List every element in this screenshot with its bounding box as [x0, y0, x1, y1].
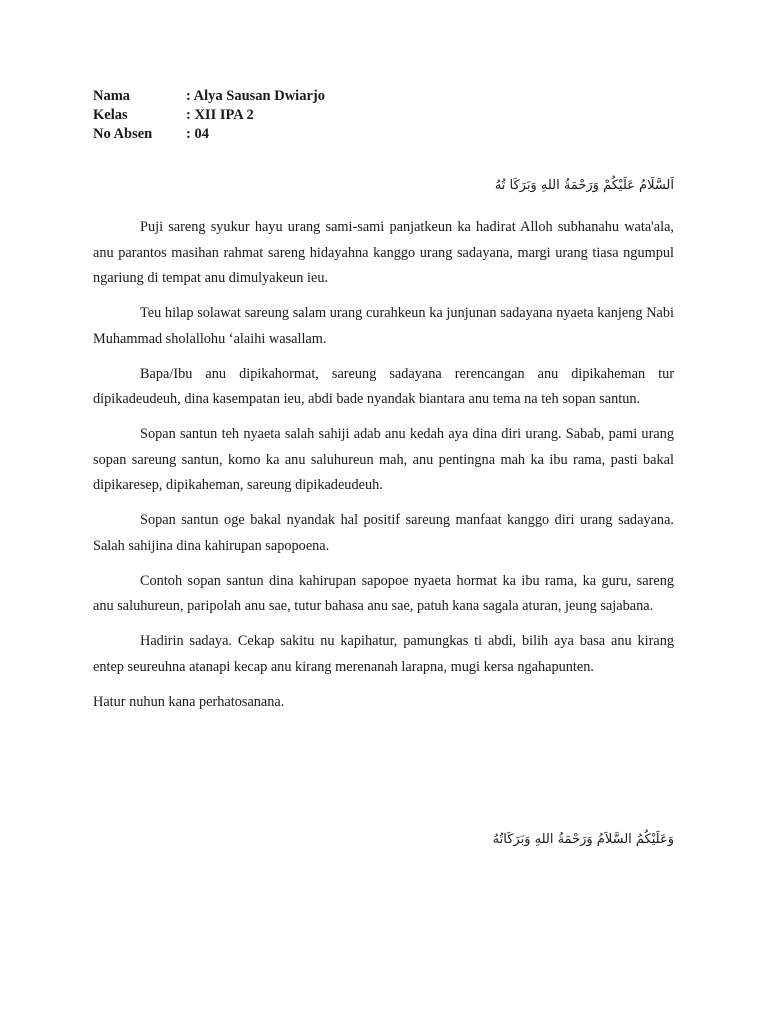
closing-greeting: وَعَلَيْكُمُ السَّلاَمُ وَرَحْمَةُ اللهِ وَبَرَكَاتُهُ [492, 832, 674, 847]
opening-greeting: اَلسَّلَامُ عَلَيْكُمْ وَرَحْمَةُ اللهِ وَبَرَكَا تُهُ [494, 178, 674, 193]
paragraph-benefit: Sopan santun oge bakal nyandak hal positif sareung manfaat kanggo diri urang sadayana. Salah sahijina dina kahirupan sapopoena. [93, 512, 674, 554]
student-identity [93, 87, 325, 144]
speech-body [93, 215, 674, 725]
number-value: : 04 [186, 126, 209, 142]
name-row [93, 87, 325, 106]
class-label: Kelas [93, 107, 128, 123]
closing-line: Hatur nuhun kana perhatosanana. [93, 693, 285, 710]
class-row [93, 106, 325, 125]
paragraph-audience: Bapa/Ibu anu dipikahormat, sareung sadayana rerencangan anu dipikaheman tur dipikadeudeuh, dina kasempatan ieu, abdi bade nyandak biantara anu tema na teh sopan santun. [93, 365, 674, 407]
name-label: Nama [93, 88, 131, 104]
paragraph-apology: Hadirin sadaya. Cekap sakitu nu kapihatur, pamungkas ti abdi, bilih aya basa anu kirang entep seureuhna atanapi kecap anu kirang merenanah larapna, mugi kersa ngahapunten. [93, 633, 674, 675]
number-label: No Absen [93, 126, 153, 142]
paragraph-examples: Contoh sopan santun dina kahirupan sapopoe nyaeta hormat ka ibu rama, ka guru, sareng anu saluhureun, paripolah anu sae, tutur bahasa anu sae, patuh kana sagala aturan, jeung sajabana. [93, 572, 674, 614]
paragraph-salawat: Teu hilap solawat sareung salam urang curahkeun ka junjunan sadayana nyaeta kanjeng Nabi Muhammad sholallohu ‘alaihi wasallam. [93, 305, 674, 347]
paragraph-gratitude: Puji sareng syukur hayu urang sami-sami panjatkeun ka hadirat Alloh subhanahu wata'ala, anu parantos masihan rahmat sareng hidayahna kanggo urang sadayana, margi urang tiasa ngumpul ngariung di tempat anu dimulyakeun ieu. [93, 219, 674, 286]
class-value: : XII IPA 2 [186, 107, 254, 123]
paragraph-definition: Sopan santun teh nyaeta salah sahiji adab anu kedah aya dina diri urang. Sabab, pami urang sopan sareung santun, komo ka anu saluhureun mah, anu pentingna mah ka ibu rama, pasti bakal dipikaresep, dipikaheman, sareung dipikadeudeuh. [93, 426, 674, 493]
number-row [93, 125, 325, 144]
name-value: : Alya Sausan Dwiarjo [186, 88, 325, 104]
